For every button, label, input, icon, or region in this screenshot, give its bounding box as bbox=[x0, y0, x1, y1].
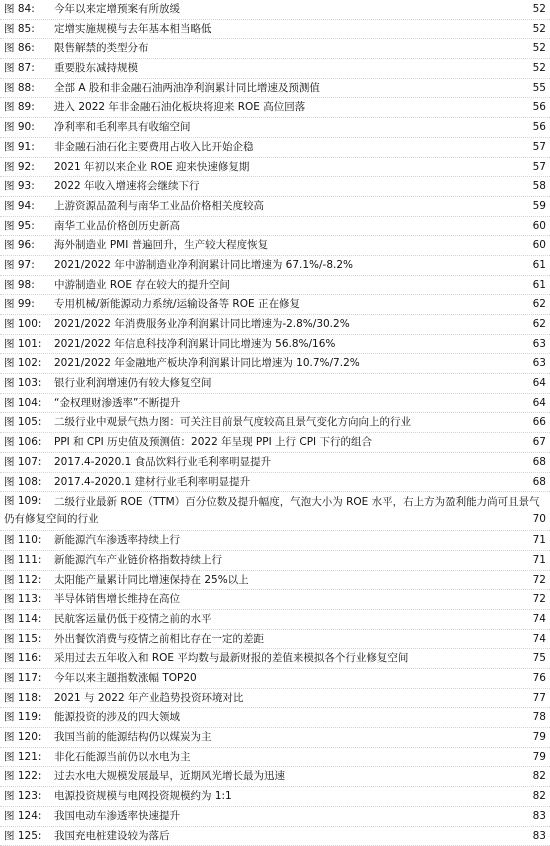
figure-label: 图 108: bbox=[4, 476, 41, 489]
figure-title: PPI 和 CPI 历史值及预测值：2022 年呈现 PPI 上行 CPI 下行的组合 bbox=[54, 436, 522, 449]
page-number: 52 bbox=[533, 42, 546, 55]
toc-entry[interactable] bbox=[0, 118, 550, 138]
figure-title: 今年以来定增预案有所放缓 bbox=[54, 3, 522, 16]
figure-label: 图 87: bbox=[4, 62, 35, 75]
toc-entry[interactable] bbox=[0, 669, 550, 689]
figure-label: 图 106: bbox=[4, 436, 41, 449]
toc-entry[interactable] bbox=[0, 492, 550, 531]
figure-title: 非金融石油石化主要费用占收入比开始企稳 bbox=[54, 141, 522, 154]
figure-label: 图 114: bbox=[4, 613, 41, 626]
figure-title: 2021/2022 年消费服务业净利润累计同比增速为-2.8%/30.2% bbox=[54, 318, 522, 331]
figure-label: 图 120: bbox=[4, 731, 41, 744]
figure-label: 图 102: bbox=[4, 357, 41, 370]
page-number: 52 bbox=[533, 62, 546, 75]
figure-title: 外出餐饮消费与疫情之前相比存在一定的差距 bbox=[54, 633, 522, 646]
figure-title: 过去水电大规模发展最早，近期风光增长最为迅速 bbox=[54, 770, 522, 783]
figure-title: 2017.4-2020.1 建材行业毛利率明显提升 bbox=[54, 476, 522, 489]
figure-label: 图 92: bbox=[4, 161, 35, 174]
figure-label: 图 94: bbox=[4, 200, 35, 213]
toc-entry[interactable] bbox=[0, 807, 550, 827]
figure-label: 图 90: bbox=[4, 121, 35, 134]
figure-title: 2021/2022 年金融地产板块净利润累计同比增速为 10.7%/7.2% bbox=[54, 357, 522, 370]
figure-label: 图 99: bbox=[4, 298, 35, 311]
page-number: 83 bbox=[533, 810, 546, 823]
page-number: 60 bbox=[533, 220, 546, 233]
page-number: 72 bbox=[533, 574, 546, 587]
toc-entry[interactable] bbox=[0, 551, 550, 571]
figure-title: 南华工业品价格创历史新高 bbox=[54, 220, 522, 233]
figure-label: 图 124: bbox=[4, 810, 41, 823]
figure-title: 今年以来主题指数涨幅 TOP20 bbox=[54, 672, 522, 685]
figure-title: 我国电动车渗透率快速提升 bbox=[54, 810, 522, 823]
toc-entry[interactable] bbox=[0, 728, 550, 748]
figure-label: 图 117: bbox=[4, 672, 41, 685]
figure-title: “金权理财渗透率”不断提升 bbox=[54, 397, 522, 410]
page-number: 62 bbox=[533, 318, 546, 331]
page-number: 70 bbox=[533, 513, 546, 526]
toc-entry[interactable] bbox=[0, 217, 550, 237]
figure-title: 上游资源品盈利与南华工业品价格相关度较高 bbox=[54, 200, 522, 213]
toc-entry[interactable] bbox=[0, 374, 550, 394]
toc-entry[interactable] bbox=[0, 473, 550, 493]
toc-entry[interactable] bbox=[0, 0, 550, 20]
figure-label: 图 97: bbox=[4, 259, 35, 272]
toc-entry[interactable] bbox=[0, 177, 550, 197]
page-number: 55 bbox=[533, 82, 546, 95]
toc-entry[interactable] bbox=[0, 610, 550, 630]
toc-entry[interactable] bbox=[0, 630, 550, 650]
toc-entry[interactable] bbox=[0, 590, 550, 610]
toc-entry[interactable] bbox=[0, 197, 550, 217]
figure-label: 图 107: bbox=[4, 456, 41, 469]
toc-entry[interactable] bbox=[0, 649, 550, 669]
page-number: 52 bbox=[533, 3, 546, 16]
figure-label: 图 113: bbox=[4, 593, 41, 606]
toc-entry[interactable] bbox=[0, 433, 550, 453]
toc-entry[interactable] bbox=[0, 787, 550, 807]
page-number: 79 bbox=[533, 731, 546, 744]
toc-entry[interactable] bbox=[0, 708, 550, 728]
figure-title: 新能源汽车产业链价格指数持续上行 bbox=[54, 554, 522, 567]
page-number: 67 bbox=[533, 436, 546, 449]
figure-label: 图 84: bbox=[4, 3, 35, 16]
figure-title: 2017.4-2020.1 食品饮料行业毛利率明显提升 bbox=[54, 456, 522, 469]
figure-title: 二级行业最新 ROE（TTM）百分位数及提升幅度，气泡大小为 ROE 水平，右上方为盈利能力尚可且景气仍有修复空间的行业 bbox=[4, 494, 542, 528]
toc-entry[interactable] bbox=[0, 295, 550, 315]
figure-label: 图 93: bbox=[4, 180, 35, 193]
toc-entry[interactable] bbox=[0, 59, 550, 79]
page-number: 61 bbox=[533, 259, 546, 272]
figure-title: 定增实施规模与去年基本相当略低 bbox=[54, 23, 522, 36]
toc-entry[interactable] bbox=[0, 158, 550, 178]
page-number: 82 bbox=[533, 770, 546, 783]
figure-label: 图 89: bbox=[4, 101, 35, 114]
figure-label: 图 115: bbox=[4, 633, 41, 646]
page-number: 79 bbox=[533, 751, 546, 764]
toc-entry[interactable] bbox=[0, 256, 550, 276]
figure-label: 图 86: bbox=[4, 42, 35, 55]
page-number: 58 bbox=[533, 180, 546, 193]
figure-title: 2021/2022 年信息科技净利润累计同比增速为 56.8%/16% bbox=[54, 338, 522, 351]
toc-entry[interactable] bbox=[0, 236, 550, 256]
figure-label: 图 109: bbox=[4, 495, 41, 508]
figure-title: 民航客运量仍低于疫情之前的水平 bbox=[54, 613, 522, 626]
page-number: 72 bbox=[533, 593, 546, 606]
figure-title: 进入 2022 年非金融石油化板块将迎来 ROE 高位回落 bbox=[54, 101, 522, 114]
figure-title: 太阳能产量累计同比增速保持在 25%以上 bbox=[54, 574, 522, 587]
page-number: 68 bbox=[533, 456, 546, 469]
figure-title: 海外制造业 PMI 普遍回升，生产较大程度恢复 bbox=[54, 239, 522, 252]
toc-entry[interactable] bbox=[0, 571, 550, 591]
toc-entry[interactable] bbox=[0, 335, 550, 355]
page-number: 74 bbox=[533, 633, 546, 646]
page-number: 59 bbox=[533, 200, 546, 213]
page-number: 57 bbox=[533, 141, 546, 154]
figure-title: 2021 年初以来企业 ROE 迎来快速修复期 bbox=[54, 161, 522, 174]
toc-entry[interactable] bbox=[0, 394, 550, 414]
figure-title: 净利率和毛利率具有收缩空间 bbox=[54, 121, 522, 134]
toc-entry[interactable] bbox=[0, 315, 550, 335]
toc-entry[interactable] bbox=[0, 276, 550, 296]
toc-entry[interactable] bbox=[0, 138, 550, 158]
page-number: 61 bbox=[533, 279, 546, 292]
figure-title: 我国当前的能源结构仍以煤炭为主 bbox=[54, 731, 522, 744]
page-number: 82 bbox=[533, 790, 546, 803]
figure-label: 图 96: bbox=[4, 239, 35, 252]
page-number: 77 bbox=[533, 692, 546, 705]
figure-label: 图 123: bbox=[4, 790, 41, 803]
page-number: 56 bbox=[533, 101, 546, 114]
page-number: 57 bbox=[533, 161, 546, 174]
figure-label: 图 116: bbox=[4, 652, 41, 665]
figure-label: 图 121: bbox=[4, 751, 41, 764]
figure-title: 中游制造业 ROE 存在较大的提升空间 bbox=[54, 279, 522, 292]
figure-label: 图 110: bbox=[4, 534, 41, 547]
page-number: 63 bbox=[533, 338, 546, 351]
figure-label: 图 95: bbox=[4, 220, 35, 233]
figure-label: 图 98: bbox=[4, 279, 35, 292]
figure-title: 2021/2022 年中游制造业净利润累计同比增速为 67.1%/-8.2% bbox=[54, 259, 522, 272]
figure-label: 图 119: bbox=[4, 711, 41, 724]
toc-entry[interactable] bbox=[0, 748, 550, 768]
figure-label: 图 100: bbox=[4, 318, 41, 331]
figure-title: 2021 与 2022 年产业趋势投资环境对比 bbox=[54, 692, 522, 705]
figure-title: 限售解禁的类型分布 bbox=[54, 42, 522, 55]
figure-label: 图 122: bbox=[4, 770, 41, 783]
page-number: 56 bbox=[533, 121, 546, 134]
figure-label: 图 91: bbox=[4, 141, 35, 154]
page-number: 75 bbox=[533, 652, 546, 665]
figure-title: 专用机械/新能源动力系统/运输设备等 ROE 正在修复 bbox=[54, 298, 522, 311]
toc-entry[interactable] bbox=[0, 689, 550, 709]
page-number: 83 bbox=[533, 830, 546, 843]
toc-entry[interactable] bbox=[0, 531, 550, 551]
figure-title: 银行业利润增速仍有较大修复空间 bbox=[54, 377, 522, 390]
figure-label: 图 101: bbox=[4, 338, 41, 351]
toc-entry[interactable] bbox=[0, 354, 550, 374]
page-number: 62 bbox=[533, 298, 546, 311]
figure-title: 重要股东减持规模 bbox=[54, 62, 522, 75]
page-number: 78 bbox=[533, 711, 546, 724]
figure-label: 图 125: bbox=[4, 830, 41, 843]
figure-label: 图 118: bbox=[4, 692, 41, 705]
toc-entry[interactable] bbox=[0, 827, 550, 846]
toc-entry[interactable] bbox=[0, 453, 550, 473]
toc-entry[interactable] bbox=[0, 767, 550, 787]
page-number: 52 bbox=[533, 23, 546, 36]
page-number: 68 bbox=[533, 476, 546, 489]
figure-title: 采用过去五年收入和 ROE 平均数与最新财报的差值来模拟各个行业修复空间 bbox=[54, 652, 522, 665]
page-number: 66 bbox=[533, 416, 546, 429]
figure-title: 能源投资的涉及的四大领域 bbox=[54, 711, 522, 724]
page-number: 71 bbox=[533, 554, 546, 567]
page-number: 74 bbox=[533, 613, 546, 626]
page-number: 60 bbox=[533, 239, 546, 252]
figure-title: 非化石能源当前仍以水电为主 bbox=[54, 751, 522, 764]
page-number: 76 bbox=[533, 672, 546, 685]
figure-label: 图 112: bbox=[4, 574, 41, 587]
toc-entry[interactable] bbox=[0, 20, 550, 40]
toc-entry[interactable] bbox=[0, 79, 550, 99]
figure-label: 图 111: bbox=[4, 554, 41, 567]
figure-title: 电源投资规模与电网投资规模约为 1:1 bbox=[54, 790, 522, 803]
page-number: 63 bbox=[533, 357, 546, 370]
figure-label: 图 105: bbox=[4, 416, 41, 429]
toc-entry[interactable] bbox=[0, 39, 550, 59]
page-number: 64 bbox=[533, 377, 546, 390]
figure-label: 图 85: bbox=[4, 23, 35, 36]
figure-title: 全部 A 股和非金融石油两油净利润累计同比增速及预测值 bbox=[54, 82, 522, 95]
page-number: 64 bbox=[533, 397, 546, 410]
figure-label: 图 103: bbox=[4, 377, 41, 390]
figure-title: 二级行业中观景气热力图：可关注目前景气度较高且景气变化方向向上的行业 bbox=[54, 416, 522, 429]
figure-label: 图 104: bbox=[4, 397, 41, 410]
figure-title: 新能源汽车渗透率持续上行 bbox=[54, 534, 522, 547]
toc-entry[interactable] bbox=[0, 98, 550, 118]
figure-label: 图 88: bbox=[4, 82, 35, 95]
toc-entry[interactable] bbox=[0, 413, 550, 433]
figure-title: 2022 年收入增速将会继续下行 bbox=[54, 180, 522, 193]
figure-title: 半导体销售增长维持在高位 bbox=[54, 593, 522, 606]
page-number: 71 bbox=[533, 534, 546, 547]
figure-title: 我国充电桩建设较为落后 bbox=[54, 830, 522, 843]
